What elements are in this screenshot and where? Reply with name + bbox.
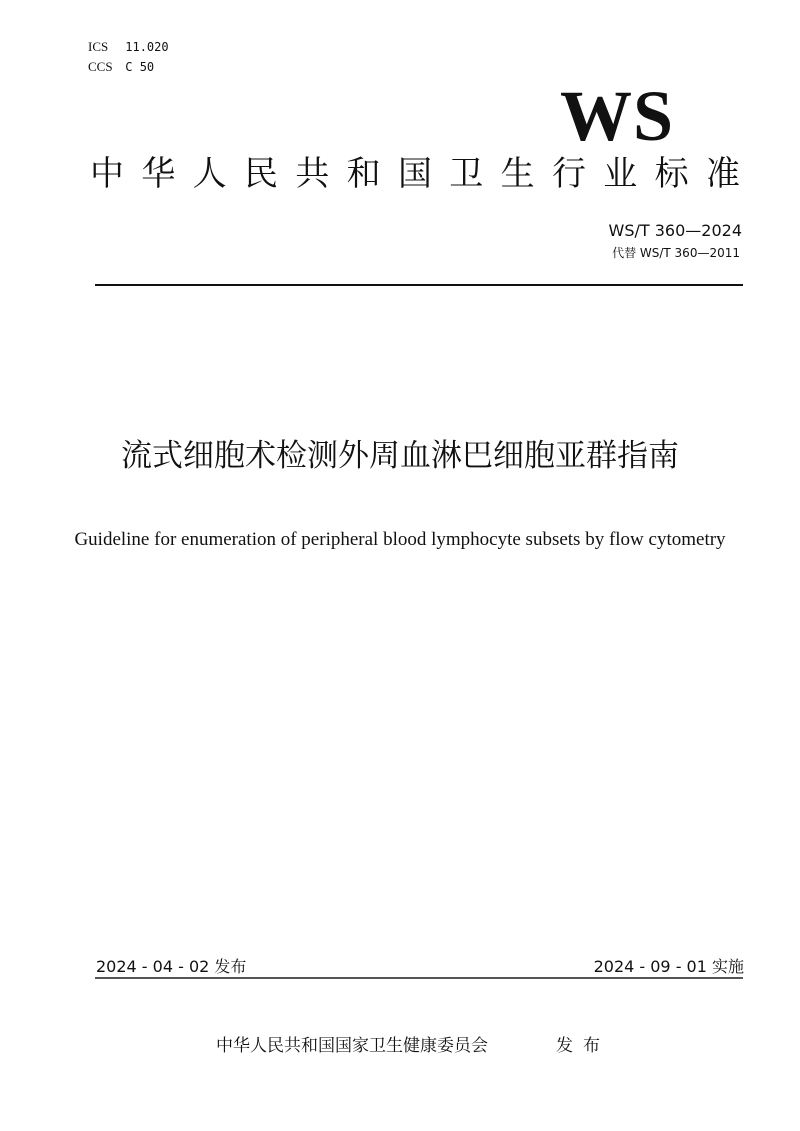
classification-codes [88,37,169,77]
category-char: 国 [397,154,432,194]
ccs-line [88,57,169,77]
document-title-chinese: 流式细胞术检测外周血淋巴细胞亚群指南 [121,438,679,474]
ccs-label: CCS [88,59,113,74]
category-char: 共 [295,154,330,194]
category-char: 卫 [449,154,484,194]
issuing-authority: 中华人民共和国国家卫生健康委员会 [216,1036,488,1056]
category-char: 民 [243,154,278,194]
category-char: 华 [141,154,176,194]
category-char: 和 [346,154,381,194]
issue-verb: 发布 [556,1036,610,1056]
footer-divider [95,977,743,979]
publish-date: 2024 - 04 - 02 发布 [96,957,247,976]
ics-label: ICS [88,39,109,54]
standard-category-title [90,154,740,194]
ics-line [88,37,169,57]
ics-value: 11.020 [125,40,169,54]
standard-number: WS/T 360—2024 [608,221,742,240]
header-divider [95,284,743,286]
ws-logo: WS [560,76,675,156]
category-char: 行 [551,154,586,194]
replaces-standard: 代替 WS/T 360—2011 [612,246,740,260]
ccs-value: C 50 [125,60,155,74]
category-char: 人 [192,154,227,194]
category-char: 中 [90,154,124,194]
category-char: 生 [500,154,535,194]
document-title-english: Guideline for enumeration of peripheral blood lymphocyte subsets by flow cytometry [74,529,726,550]
category-char: 标 [654,154,689,194]
category-char: 准 [705,154,740,194]
category-char: 业 [603,154,638,194]
implement-date: 2024 - 09 - 01 实施 [593,957,744,976]
